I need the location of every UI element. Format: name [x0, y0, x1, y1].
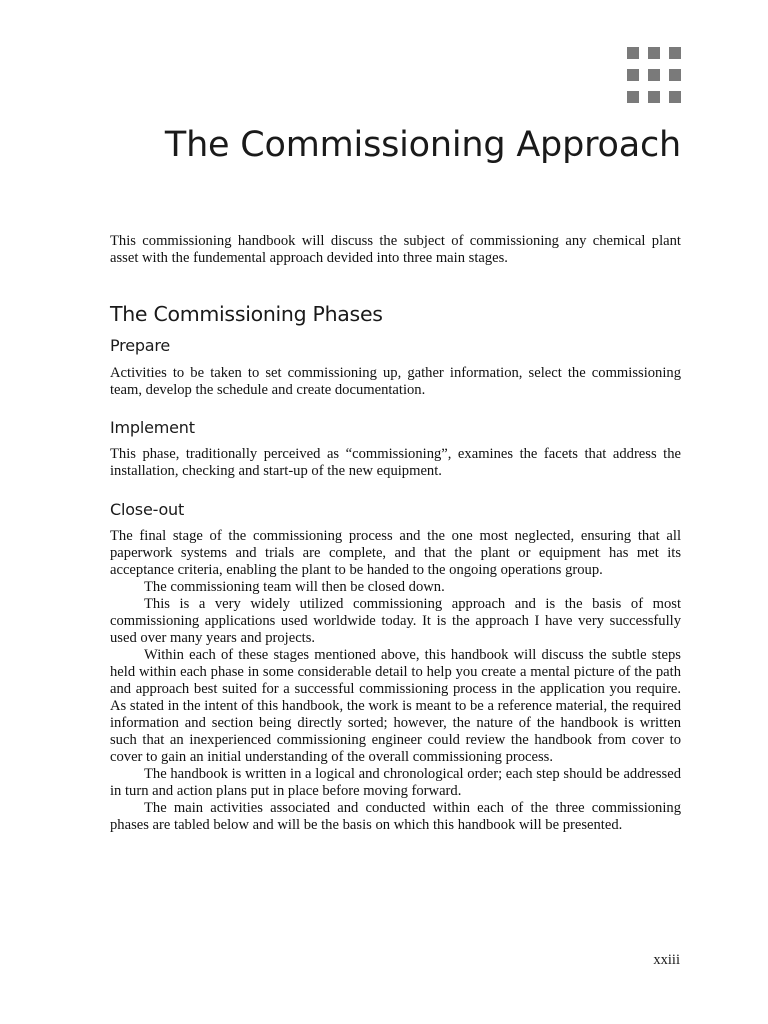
- phase-heading-close-out: Close-out: [110, 500, 185, 519]
- close-out-paragraph: The commissioning team will then be closed down.: [144, 579, 445, 595]
- close-out-paragraph: The final stage of the commissioning process and the one most neglected, ensuring that all paperwork systems and trials are complete, and that the plant or equipment has met its acceptance criteria, enabling the plant to be handed to the ongoing operations group.: [110, 528, 681, 578]
- grid-icon: [627, 47, 681, 105]
- close-out-paragraph: Within each of these stages mentioned above, this handbook will discuss the subtle steps held within each phase in some considerable detail to help you create a mental picture of the path and approach best suited for a successful commissioning process in the application you require. As stated in the intent of this handbook, the work is meant to be a reference material, the required information and section being directly sorted; however, the nature of the handbook is written such that an inexperienced commissioning engineer could review the handbook from cover to cover to gain an initial understanding of the overall commissioning process.: [110, 647, 681, 765]
- phase-text-implement: This phase, traditionally perceived as “commissioning”, examines the facets that address the installation, checking and start-up of the new equipment.: [110, 446, 681, 479]
- close-out-paragraph: This is a very widely utilized commissioning approach and is the basis of most commissioning applications used worldwide today. It is the approach I have very successfully used over many years and projects.: [110, 596, 681, 646]
- phase-heading-prepare: Prepare: [110, 336, 171, 355]
- phase-heading-implement: Implement: [110, 418, 195, 437]
- close-out-paragraph: The handbook is written in a logical and chronological order; each step should be addressed in turn and action plans put in place before moving forward.: [110, 766, 681, 799]
- phase-text-prepare: Activities to be taken to set commissioning up, gather information, select the commissioning team, develop the schedule and create documentation.: [110, 365, 681, 398]
- page-body: [110, 233, 681, 834]
- page-number: xxiii: [653, 952, 680, 968]
- page-title: The Commissioning Approach: [164, 125, 681, 165]
- section-heading: The Commissioning Phases: [110, 302, 383, 326]
- intro-paragraph: This commissioning handbook will discuss the subject of commissioning any chemical plant asset with the fundemental approach devided into three main stages.: [110, 233, 681, 266]
- close-out-paragraph: The main activities associated and conducted within each of the three commissioning phases are tabled below and will be the basis on which this handbook will be presented.: [110, 800, 681, 833]
